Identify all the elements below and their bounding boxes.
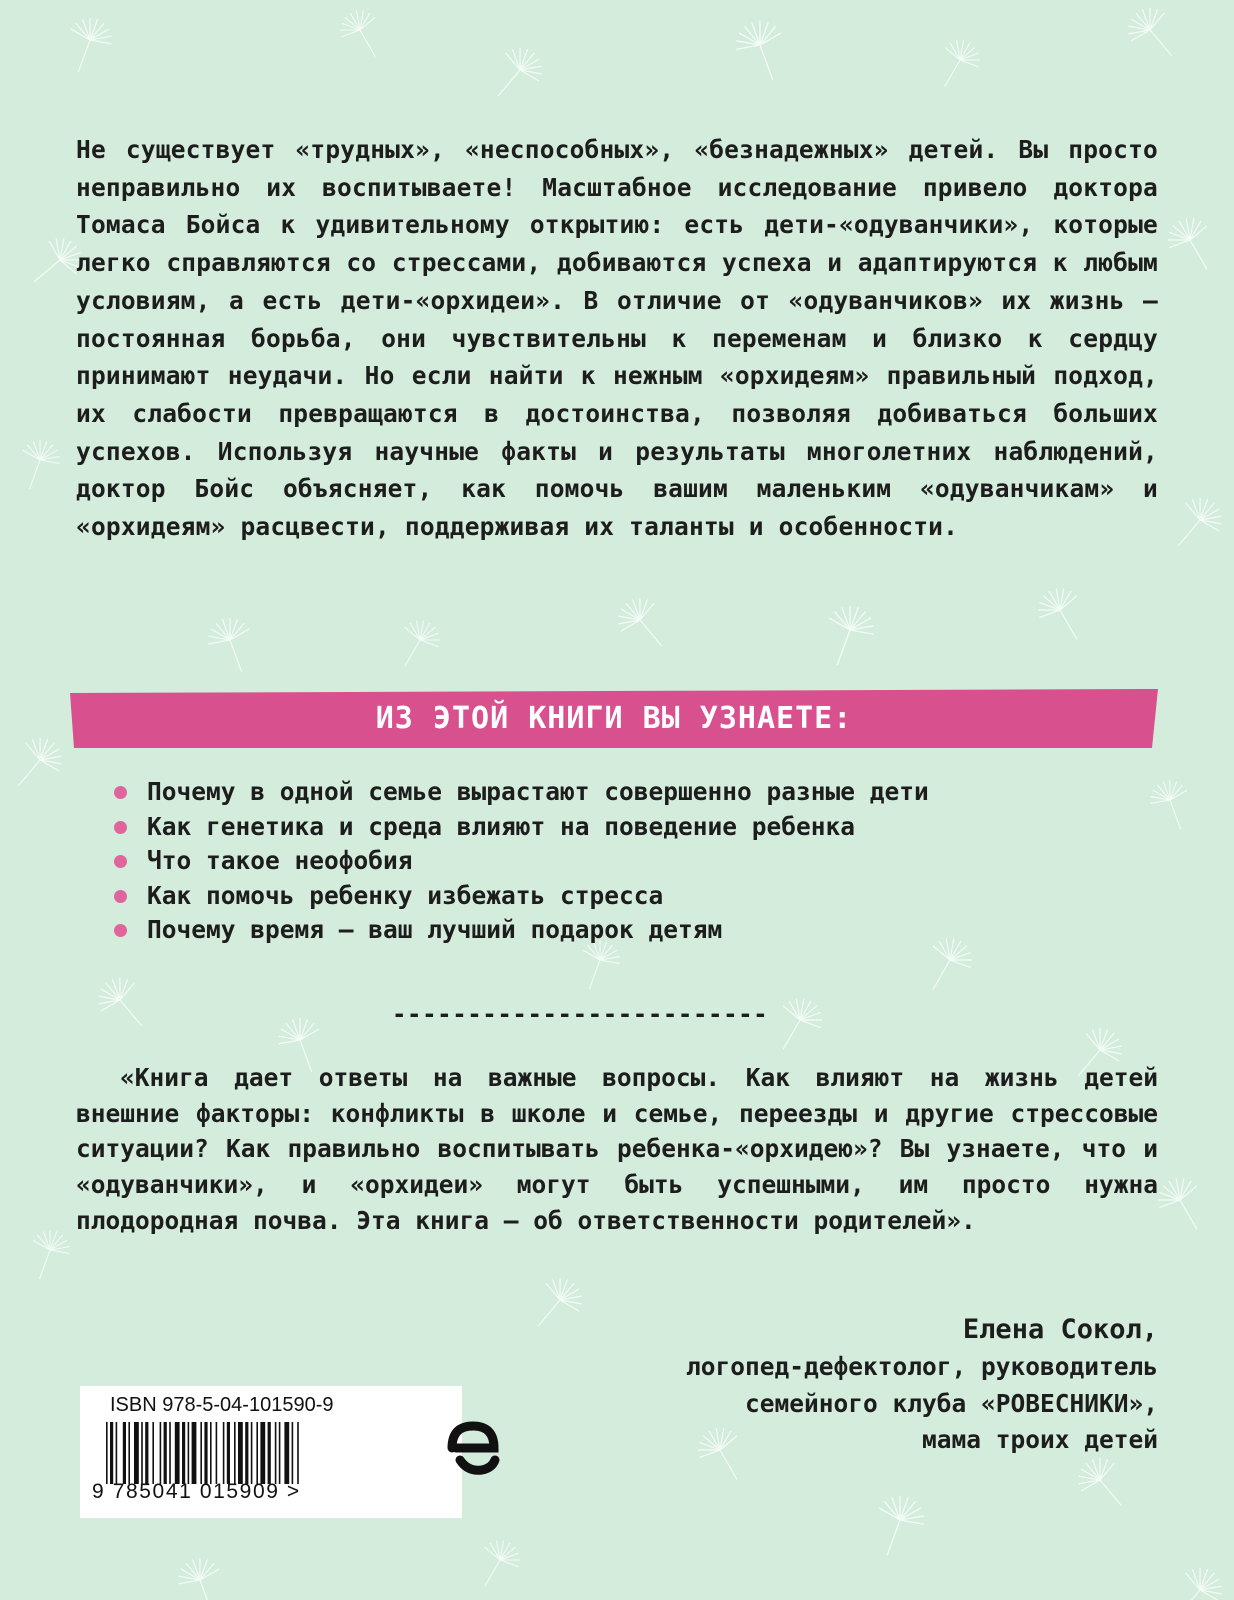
barcode-bar bbox=[164, 1422, 167, 1484]
dandelion-seed-icon bbox=[1145, 775, 1199, 836]
dashed-divider: ------------------------- bbox=[392, 1000, 769, 1028]
barcode-bar bbox=[182, 1422, 185, 1484]
dandelion-seed-icon bbox=[388, 613, 447, 676]
bullet-dot-icon bbox=[114, 855, 127, 868]
quote-author bbox=[686, 1311, 1158, 1459]
author-name: Елена Сокол, bbox=[962, 1314, 1158, 1345]
dandelion-seed-icon bbox=[764, 990, 830, 1060]
barcode-bar bbox=[169, 1422, 171, 1484]
bullet-dot-icon bbox=[114, 786, 127, 799]
dandelion-seed-icon bbox=[172, 1552, 232, 1600]
bullet-dot-icon bbox=[114, 890, 127, 903]
barcode-bar bbox=[204, 1422, 207, 1484]
barcode-bar bbox=[210, 1422, 212, 1484]
learn-banner-title: ИЗ ЭТОЙ КНИГИ ВЫ УЗНАЕТЕ: bbox=[375, 701, 853, 736]
list-item-text: Что такое неофобия bbox=[147, 846, 413, 876]
author-title-line: логопед-дефектолог, руководитель bbox=[685, 1352, 1158, 1381]
eksmo-logo-icon bbox=[438, 1414, 508, 1484]
isbn-label: ISBN 978-5-04-101590-9 bbox=[110, 1394, 334, 1416]
list-item-text: Почему в одной семье вырастают совершенно разные дети bbox=[147, 777, 929, 806]
dandelion-seed-icon bbox=[865, 1489, 931, 1563]
dandelion-seed-icon bbox=[522, 1269, 591, 1340]
barcode-bar bbox=[238, 1422, 243, 1484]
dandelion-seed-icon bbox=[58, 12, 118, 79]
barcode-bar bbox=[123, 1422, 126, 1484]
barcode-bar bbox=[192, 1422, 197, 1484]
learn-banner bbox=[70, 689, 1158, 748]
barcode-bar bbox=[188, 1422, 190, 1484]
dandelion-seed-icon bbox=[1119, 0, 1188, 70]
barcode-bar bbox=[275, 1422, 277, 1484]
dandelion-seed-icon bbox=[815, 599, 881, 673]
dandelion-seed-icon bbox=[1160, 210, 1226, 280]
list-item bbox=[110, 810, 929, 845]
author-title-line: мама троих детей bbox=[921, 1425, 1158, 1454]
book-blurb: Не существует «трудных», «неспособных», «безнадежных» детей. Вы просто неправильно их воспитываете! Масштабное исследование привело доктора Томаса Бойса к удивительному открытию: есть дети-«одуванчики», которые легко справляются со стрессами, добиваются успеха и адаптируются к любым условиям, а есть дети-«орхидеи». В отличие от «одуванчиков» их жизнь — постоянная борьба, они чувствительны к переменам и близко к сердцу принимают неудачи. Но если найти к нежным «орхидеям» правильный подход, их слабости превращаются в достоинства, позволяя добиваться больших успехов. Используя научные факты и результаты многолетних наблюдений, доктор Бойс объясняет, как помочь вашим маленьким «одуванчикам» и «орхидеям» расцвести, поддерживая их таланты и особенности. bbox=[76, 135, 1158, 542]
dandelion-seed-icon bbox=[1150, 1170, 1216, 1240]
dandelion-seed-icon bbox=[21, 1225, 75, 1286]
barcode-bar bbox=[227, 1422, 230, 1484]
dandelion-seed-icon bbox=[482, 39, 551, 110]
isbn-barcode-block bbox=[80, 1386, 462, 1518]
barcode-bar bbox=[152, 1422, 154, 1484]
barcode-bar bbox=[128, 1422, 130, 1484]
barcode-bar bbox=[160, 1422, 162, 1484]
dandelion-seed-icon bbox=[202, 612, 262, 679]
dandelion-seed-icon bbox=[89, 969, 158, 1040]
dandelion-seed-icon bbox=[928, 33, 987, 96]
list-item-text: Как помочь ребенку избежать стресса bbox=[147, 880, 664, 910]
dandelion-seed-icon bbox=[2, 729, 71, 800]
list-item bbox=[110, 775, 929, 810]
dandelion-seed-icon bbox=[729, 14, 795, 88]
bullet-dot-icon bbox=[114, 924, 127, 937]
dandelion-seed-icon bbox=[1030, 580, 1096, 650]
dandelion-seed-icon bbox=[609, 589, 678, 660]
list-item bbox=[110, 879, 929, 914]
barcode-bar bbox=[134, 1422, 139, 1484]
barcode-bar bbox=[175, 1422, 180, 1484]
dandelion-seed-icon bbox=[333, 3, 392, 66]
barcode-bar bbox=[234, 1422, 236, 1484]
barcode-bar bbox=[223, 1422, 225, 1484]
barcode-bar bbox=[141, 1422, 143, 1484]
dandelion-seed-icon bbox=[1162, 1559, 1231, 1600]
author-title-line: семейного клуба «РОВЕСНИКИ», bbox=[744, 1388, 1158, 1418]
dandelion-seed-icon bbox=[11, 435, 65, 496]
barcode-bar bbox=[251, 1422, 253, 1484]
barcode-bar bbox=[116, 1422, 118, 1484]
barcode bbox=[106, 1422, 406, 1484]
list-item bbox=[110, 844, 929, 879]
barcode-bar bbox=[260, 1422, 265, 1484]
list-item-text: Как генетика и среда влияют на поведение ребенка bbox=[147, 811, 856, 841]
learn-list bbox=[110, 775, 929, 948]
review-quote: «Книга дает ответы на важные вопросы. Как влияют на жизнь детей внешние факторы: конфликты в школе и семье, переезды и другие стрессовые ситуации? Как правильно воспитывать ребенка-«орхидею»? Вы узнаете, что и «одуванчики», и «орхидеи» могут быть успешными, им просто нужна плодородная почва. Эта книга — об ответственности родителей». bbox=[76, 1063, 1158, 1235]
barcode-bar bbox=[145, 1422, 148, 1484]
dandelion-seed-icon bbox=[468, 1533, 527, 1596]
barcode-bar bbox=[200, 1422, 202, 1484]
barcode-digits: 9 785041 015909 > bbox=[92, 1480, 301, 1503]
barcode-bar bbox=[110, 1422, 113, 1484]
bullet-dot-icon bbox=[114, 821, 127, 834]
barcode-bar bbox=[297, 1422, 299, 1484]
barcode-bar bbox=[106, 1422, 108, 1484]
dandelion-seed-icon bbox=[1162, 489, 1231, 560]
barcode-bar bbox=[216, 1422, 218, 1484]
barcode-bar bbox=[268, 1422, 271, 1484]
barcode-bar bbox=[279, 1422, 281, 1484]
barcode-bar bbox=[256, 1422, 258, 1484]
dandelion-seed-icon bbox=[1069, 1449, 1138, 1520]
barcode-bar bbox=[245, 1422, 248, 1484]
list-item bbox=[110, 913, 929, 948]
barcode-bar bbox=[284, 1422, 289, 1484]
list-item-text: Почему время — ваш лучший подарок детям bbox=[147, 915, 723, 945]
barcode-bar bbox=[292, 1422, 294, 1484]
